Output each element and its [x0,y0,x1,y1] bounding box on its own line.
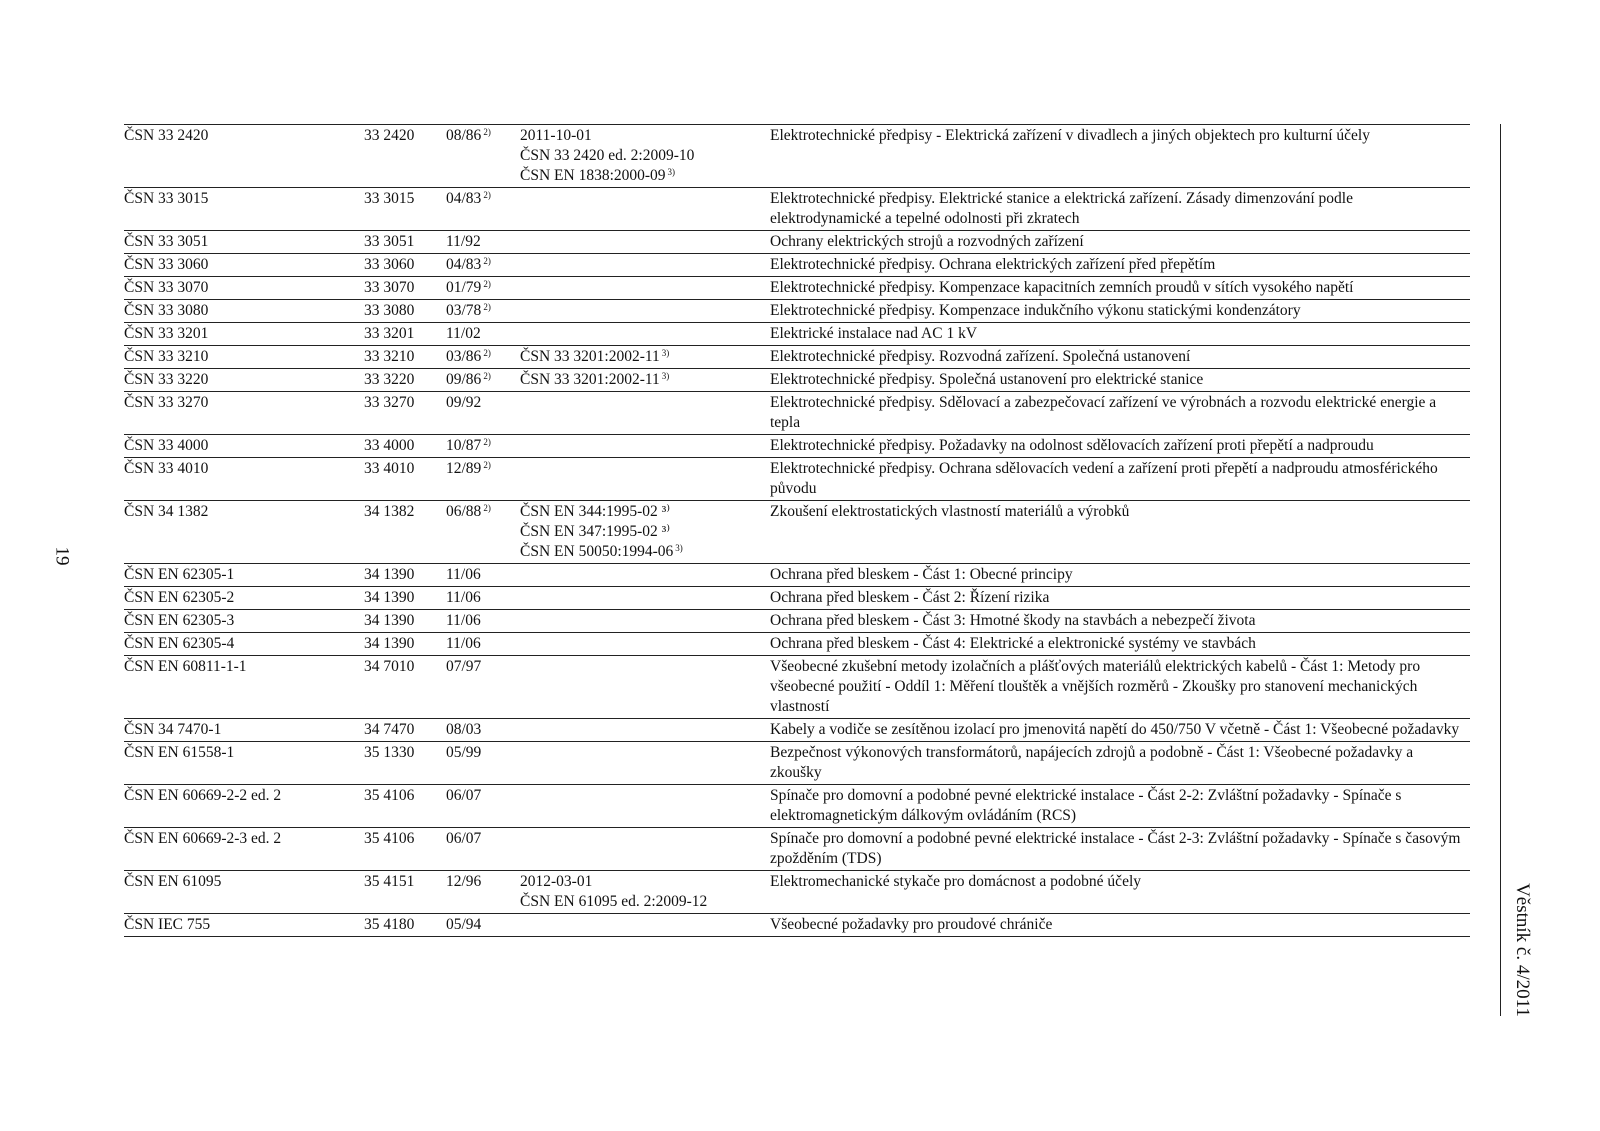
csn-number-cell [124,743,364,783]
table-row [124,610,1470,633]
class-number: 34 1390 [364,589,415,606]
csn-number: ČSN IEC 755 [124,916,211,933]
table-row [124,458,1470,501]
issue-date: 11/06 [446,612,481,629]
issue-date-cell [446,915,520,935]
standard-title: Ochrany elektrických strojů a rozvodných zařízení [770,233,1084,250]
csn-number: ČSN 33 2420 [124,127,209,144]
table-row [124,392,1470,435]
issue-date: 06/07 [446,830,482,847]
class-number-cell [364,347,446,367]
standard-title-cell [770,436,1470,456]
standard-title-cell [770,189,1470,229]
class-number: 34 1382 [364,503,415,520]
standard-title: Elektrotechnické předpisy. Kompenzace indukčního výkonu statickými kondenzátory [770,302,1301,319]
standard-title-cell [770,278,1470,298]
replacement-cell [520,829,770,869]
footnote-ref: 2) [483,190,491,200]
issue-date-cell [446,324,520,344]
issue-date-cell [446,189,520,229]
issue-date-cell [446,126,520,186]
footnote-ref: 2) [483,437,491,447]
class-number: 35 4180 [364,916,415,933]
table-row [124,369,1470,392]
issue-date: 11/92 [446,233,481,250]
class-number-cell [364,743,446,783]
csn-number: ČSN 33 3070 [124,279,209,296]
standard-title-cell [770,588,1470,608]
class-number-cell [364,459,446,499]
standard-title: Elektrotechnické předpisy. Sdělovací a zabezpečovací zařízení ve výrobnách a rozvodu elektrické energie a tepla [770,394,1437,431]
standard-title-cell [770,657,1470,717]
replacement-cell [520,301,770,321]
csn-number: ČSN EN 61558-1 [124,744,235,761]
standard-title: Elektrotechnické předpisy. Kompenzace kapacitních zemních proudů v sítích vysokého napětí [770,279,1354,296]
issue-date: 08/03 [446,721,482,738]
csn-number-cell [124,436,364,456]
class-number: 33 3070 [364,279,415,296]
issue-date-cell [446,459,520,499]
standard-title: Kabely a vodiče se zesítěnou izolací pro jmenovitá napětí do 450/750 V včetně - Část 1: Všeobecné požadavky [770,721,1460,738]
issue-date: 11/06 [446,566,481,583]
standard-title-cell [770,232,1470,252]
csn-number-cell [124,829,364,869]
replacement-cell [520,657,770,717]
class-number: 33 4010 [364,460,415,477]
csn-number: ČSN EN 60669-2-2 ed. 2 [124,787,282,804]
csn-number-cell [124,720,364,740]
footnote-ref: 2) [483,460,491,470]
class-number: 35 4151 [364,873,415,890]
class-number: 33 4000 [364,437,415,454]
class-number-cell [364,436,446,456]
class-number: 34 1390 [364,566,415,583]
csn-number: ČSN 33 3080 [124,302,209,319]
csn-number: ČSN EN 61095 [124,873,222,890]
csn-number-cell [124,459,364,499]
table-row [124,785,1470,828]
issue-date-cell [446,502,520,562]
class-number-cell [364,565,446,585]
footnote-ref: 3) [675,543,683,553]
replacement-cell [520,743,770,783]
standard-title: Elektrotechnické předpisy. Ochrana elektrických zařízení před přepětím [770,256,1216,273]
csn-number: ČSN 33 4000 [124,437,209,454]
class-number: 33 2420 [364,127,415,144]
issue-date: 03/86 [446,348,482,365]
table-row [124,633,1470,656]
class-number-cell [364,502,446,562]
csn-number: ČSN EN 60811-1-1 [124,658,247,675]
table-row [124,742,1470,785]
csn-number: ČSN 33 3051 [124,233,209,250]
csn-number-cell [124,232,364,252]
standard-title-cell [770,743,1470,783]
csn-number-cell [124,611,364,631]
issue-date: 12/96 [446,873,482,890]
class-number: 35 4106 [364,787,415,804]
table-row [124,719,1470,742]
issue-date: 09/92 [446,394,482,411]
class-number-cell [364,786,446,826]
table-row [124,323,1470,346]
standard-title-cell [770,565,1470,585]
replacement-cell [520,611,770,631]
class-number: 34 1390 [364,635,415,652]
table-row [124,501,1470,564]
standard-title-cell [770,786,1470,826]
class-number-cell [364,189,446,229]
class-number: 34 7470 [364,721,415,738]
csn-number-cell [124,347,364,367]
standard-title-cell [770,502,1470,562]
issue-date: 11/06 [446,635,481,652]
standard-title: Spínače pro domovní a podobné pevné elektrické instalace - Část 2-2: Zvláštní požadavky - Spínače s elektromagnetickým dálkovým ovládáním (RCS) [770,787,1402,824]
standard-title: Elektrotechnické předpisy. Ochrana sdělovacích vedení a zařízení proti přepětí a nadproudu atmosférického původu [770,460,1438,497]
class-number-cell [364,611,446,631]
standard-title: Zkoušení elektrostatických vlastností materiálů a výrobků [770,503,1130,520]
standard-title-cell [770,393,1470,433]
csn-number-cell [124,324,364,344]
replacement: 2011-10-01 ČSN 33 2420 ed. 2:2009-10 ČSN EN 1838:2000-09 [520,127,695,184]
side-rule [1500,124,1501,1016]
class-number-cell [364,370,446,390]
issue-date: 07/97 [446,658,482,675]
footnote-ref: 2) [483,371,491,381]
table-row [124,300,1470,323]
class-number-cell [364,829,446,869]
standard-title-cell [770,324,1470,344]
csn-number: ČSN 33 3220 [124,371,209,388]
csn-number-cell [124,915,364,935]
footnote-ref: 3) [667,167,676,177]
issue-date-cell [446,657,520,717]
csn-number-cell [124,872,364,912]
standard-title: Ochrana před bleskem - Část 4: Elektrické a elektronické systémy ve stavbách [770,635,1256,652]
class-number-cell [364,915,446,935]
replacement-cell [520,565,770,585]
replacement-cell [520,189,770,229]
issue-date-cell [446,278,520,298]
issue-date: 06/88 [446,503,482,520]
class-number-cell [364,232,446,252]
replacement-cell [520,278,770,298]
csn-number: ČSN 33 3210 [124,348,209,365]
standard-title-cell [770,255,1470,275]
class-number: 33 3015 [364,190,415,207]
issue-date-cell [446,720,520,740]
standard-title: Ochrana před bleskem - Část 2: Řízení rizika [770,589,1050,606]
replacement-cell [520,786,770,826]
standard-title-cell [770,126,1470,186]
csn-number: ČSN 33 3015 [124,190,209,207]
issue-date: 08/86 [446,127,482,144]
csn-number: ČSN EN 62305-2 [124,589,235,606]
class-number-cell [364,588,446,608]
csn-number: ČSN 33 3060 [124,256,209,273]
replacement-cell [520,459,770,499]
standard-title-cell [770,459,1470,499]
csn-number-cell [124,502,364,562]
issue-date-cell [446,370,520,390]
csn-number-cell [124,393,364,433]
csn-number: ČSN 34 1382 [124,503,209,520]
csn-number: ČSN EN 62305-4 [124,635,235,652]
table-row [124,188,1470,231]
csn-number-cell [124,301,364,321]
standard-title: Elektrotechnické předpisy. Společná ustanovení pro elektrické stanice [770,371,1204,388]
replacement-cell [520,347,770,367]
class-number: 34 1390 [364,612,415,629]
replacement-cell [520,634,770,654]
footnote-ref: 2) [483,503,491,513]
issue-date-cell [446,565,520,585]
csn-number-cell [124,126,364,186]
issue-date-cell [446,611,520,631]
class-number-cell [364,278,446,298]
standard-title: Elektrické instalace nad AC 1 kV [770,325,978,342]
table-row [124,435,1470,458]
csn-number-cell [124,786,364,826]
issue-date: 09/86 [446,371,482,388]
issue-date: 10/87 [446,437,482,454]
standard-title-cell [770,370,1470,390]
class-number: 34 7010 [364,658,415,675]
replacement-cell [520,232,770,252]
replacement-cell [520,324,770,344]
issue-date-cell [446,872,520,912]
csn-number-cell [124,255,364,275]
replacement-cell [520,915,770,935]
class-number-cell [364,657,446,717]
issue-date: 06/07 [446,787,482,804]
replacement-cell [520,126,770,186]
standard-title: Ochrana před bleskem - Část 1: Obecné principy [770,566,1073,583]
table-row [124,564,1470,587]
class-number-cell [364,393,446,433]
issue-date-cell [446,393,520,433]
standard-title-cell [770,611,1470,631]
csn-number: ČSN 34 7470-1 [124,721,222,738]
table-row [124,656,1470,719]
csn-number-cell [124,370,364,390]
replacement: ČSN 33 3201:2002-11 [520,348,660,365]
journal-title: Věstník č. 4/2011 [1512,883,1533,1017]
issue-date: 12/89 [446,460,482,477]
csn-number: ČSN 33 4010 [124,460,209,477]
standard-title-cell [770,720,1470,740]
footnote-ref: 2) [483,256,491,266]
standard-title: Ochrana před bleskem - Část 3: Hmotné škody na stavbách a nebezpečí života [770,612,1256,629]
class-number-cell [364,634,446,654]
csn-number-cell [124,634,364,654]
replacement-cell [520,370,770,390]
class-number: 33 3201 [364,325,415,342]
issue-date: 05/99 [446,744,482,761]
class-number: 33 3220 [364,371,415,388]
standard-title-cell [770,347,1470,367]
standards-table [124,124,1470,937]
footnote-ref: 2) [483,127,491,137]
csn-number-cell [124,588,364,608]
class-number-cell [364,720,446,740]
issue-date-cell [446,301,520,321]
standard-title-cell [770,301,1470,321]
standard-title: Spínače pro domovní a podobné pevné elektrické instalace - Část 2-3: Zvláštní požadavky - Spínače s časovým zpožděním (TDS) [770,830,1461,867]
issue-date: 04/83 [446,256,482,273]
issue-date: 01/79 [446,279,482,296]
replacement-cell [520,255,770,275]
footnote-ref: 2) [483,348,491,358]
table-row [124,277,1470,300]
class-number: 33 3051 [364,233,415,250]
issue-date-cell [446,436,520,456]
issue-date-cell [446,347,520,367]
class-number: 35 4106 [364,830,415,847]
replacement-cell [520,502,770,562]
replacement-cell [520,588,770,608]
issue-date-cell [446,255,520,275]
replacement-cell [520,436,770,456]
table-row [124,231,1470,254]
standard-title: Elektrotechnické předpisy. Požadavky na odolnost sdělovacích zařízení proti přepětí a nadproudu [770,437,1374,454]
class-number: 33 3060 [364,256,415,273]
csn-number-cell [124,278,364,298]
class-number-cell [364,324,446,344]
page-number: 19 [51,546,73,566]
class-number-cell [364,255,446,275]
table-row [124,125,1470,188]
csn-number: ČSN EN 62305-1 [124,566,235,583]
standard-title: Bezpečnost výkonových transformátorů, napájecích zdrojů a podobně - Část 1: Všeobecné požadavky a zkoušky [770,744,1414,781]
replacement-cell [520,720,770,740]
table-row [124,914,1470,937]
csn-number: ČSN 33 3270 [124,394,209,411]
footnote-ref: 3) [661,371,670,381]
issue-date: 11/02 [446,325,481,342]
issue-date: 11/06 [446,589,481,606]
issue-date-cell [446,588,520,608]
standard-title: Všeobecné požadavky pro proudové chrániče [770,916,1053,933]
class-number-cell [364,872,446,912]
footnote-ref: 3) [661,348,670,358]
csn-number: ČSN EN 60669-2-3 ed. 2 [124,830,282,847]
csn-number-cell [124,189,364,229]
table-row [124,346,1470,369]
standard-title-cell [770,872,1470,912]
csn-number: ČSN 33 3201 [124,325,209,342]
table-row [124,828,1470,871]
replacement-cell [520,393,770,433]
issue-date: 03/78 [446,302,482,319]
class-number: 35 1330 [364,744,415,761]
issue-date: 04/83 [446,190,482,207]
standard-title-cell [770,915,1470,935]
footnote-ref: 2) [483,279,491,289]
standard-title: Všeobecné zkušební metody izolačních a plášťových materiálů elektrických kabelů - Část 1: Metody pro všeobecné použití - Oddíl 1: Měření tlouštěk a vnějších rozměrů - Zkoušky pro stanovení mechanických vlastností [770,658,1421,715]
issue-date-cell [446,829,520,869]
replacement-cell [520,872,770,912]
standard-title: Elektrotechnické předpisy. Elektrické stanice a elektrická zařízení. Zásady dimenzování podle elektrodynamické a tepelné odolnosti při zkratech [770,190,1353,227]
table-row [124,587,1470,610]
standard-title-cell [770,829,1470,869]
standard-title-cell [770,634,1470,654]
replacement: ČSN 33 3201:2002-11 [520,371,660,388]
csn-number: ČSN EN 62305-3 [124,612,235,629]
footnote-ref: 2) [483,302,491,312]
table-row [124,871,1470,914]
standard-title: Elektromechanické stykače pro domácnost a podobné účely [770,873,1142,890]
standard-title: Elektrotechnické předpisy. Rozvodná zařízení. Společná ustanovení [770,348,1191,365]
csn-number-cell [124,565,364,585]
issue-date-cell [446,786,520,826]
replacement: 2012-03-01 ČSN EN 61095 ed. 2:2009-12 [520,873,708,910]
issue-date-cell [446,634,520,654]
issue-date-cell [446,232,520,252]
csn-number-cell [124,657,364,717]
table-row [124,254,1470,277]
replacement: ČSN EN 344:1995-02 ³⁾ ČSN EN 347:1995-02 ³⁾ ČSN EN 50050:1994-06 [520,503,674,560]
class-number-cell [364,126,446,186]
issue-date: 05/94 [446,916,482,933]
class-number: 33 3270 [364,394,415,411]
class-number: 33 3080 [364,302,415,319]
issue-date-cell [446,743,520,783]
standard-title: Elektrotechnické předpisy - Elektrická zařízení v divadlech a jiných objektech pro kulturní účely [770,127,1370,144]
class-number: 33 3210 [364,348,415,365]
class-number-cell [364,301,446,321]
